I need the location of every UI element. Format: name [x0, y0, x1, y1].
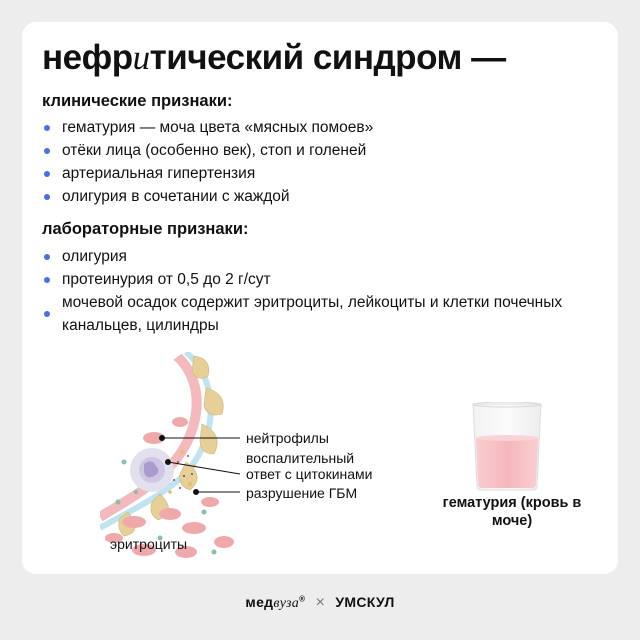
lab-item	[42, 291, 602, 337]
hematuria-label: гематурия (кровь в моче)	[442, 495, 582, 529]
lab-list	[42, 245, 602, 337]
bullet-dot	[44, 171, 50, 177]
clinical-item	[42, 116, 602, 139]
clinical-item-text: гематурия — моча цвета «мясных помоев»	[62, 119, 374, 136]
gbm-damage-label: разрушение ГБМ	[246, 485, 358, 501]
lab-item-text: протеинурия от 0,5 до 2 г/сут	[62, 271, 271, 288]
inflammation-label: воспалительный ответ с цитокинами	[246, 450, 373, 482]
title-part-2: тический синдром —	[149, 38, 506, 77]
clinical-item-text: отёки лица (особенно век), стоп и голеней	[62, 142, 367, 159]
lab-item	[42, 245, 602, 268]
brand-medvuza	[245, 594, 305, 610]
brand-medvuza-b: вуза	[273, 596, 300, 611]
title-part-1: нефр	[42, 38, 133, 77]
lab-heading: лабораторные признаки:	[42, 220, 249, 238]
lab-item-text: мочевой осадок содержит эритроциты, лейкоциты и клетки почечных канальцев, цилиндры	[62, 294, 563, 334]
title-italic-letter: и	[132, 38, 150, 77]
urine-glass-icon	[467, 402, 547, 492]
clinical-heading: клинические признаки:	[42, 92, 233, 110]
bullet-dot	[44, 311, 50, 317]
clinical-item-text: олигурия в сочетании с жаждой	[62, 188, 290, 205]
clinical-item-text: артериальная гипертензия	[62, 165, 256, 182]
clinical-item	[42, 162, 602, 185]
lab-item	[42, 268, 602, 291]
bullet-dot	[44, 125, 50, 131]
footer-brands	[0, 594, 640, 612]
bullet-dot	[44, 194, 50, 200]
bullet-dot	[44, 148, 50, 154]
info-card	[22, 22, 618, 574]
page-title	[42, 38, 506, 78]
bullet-dot	[44, 254, 50, 260]
urine-fill	[476, 438, 538, 488]
erythrocytes-label: эритроциты	[110, 536, 188, 552]
lab-item-text: олигурия	[62, 248, 127, 265]
clinical-item	[42, 139, 602, 162]
neutrophils-label: нейтрофилы	[246, 430, 329, 446]
separator-icon: ×	[315, 594, 326, 611]
bullet-dot	[44, 277, 50, 283]
clinical-item	[42, 185, 602, 208]
registered-mark: ®	[299, 594, 306, 604]
brand-medvuza-a: мед	[245, 594, 274, 610]
clinical-list	[42, 116, 602, 208]
brand-umskul: УМСКУЛ	[335, 594, 395, 610]
